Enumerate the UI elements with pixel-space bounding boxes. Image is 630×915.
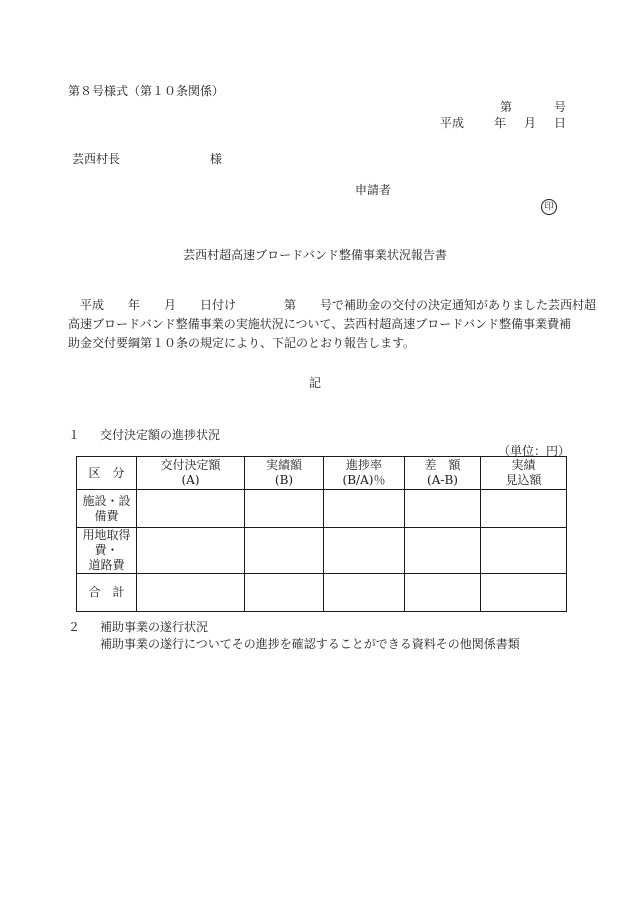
table-row xyxy=(77,528,567,574)
row-land-label: 用地取得費・ 道路費 xyxy=(77,528,137,574)
row-facilities-label: 施設・設備費 xyxy=(77,490,137,528)
table-cell[interactable] xyxy=(324,490,405,528)
number-suffix: 号 xyxy=(553,100,566,114)
addressee-name: 芸西村長 xyxy=(72,152,121,166)
section2-heading xyxy=(68,620,209,634)
section2-number: ２ xyxy=(68,620,81,634)
date-era: 平成 xyxy=(440,116,465,130)
table-cell[interactable] xyxy=(245,490,324,528)
body-line-2: 高速ブロードバンド整備事業の実施状況について、芸西村超高速ブロードバンド整備事業費補 xyxy=(68,317,572,331)
body-line-1: 平成 年 月 日付け 第 号で補助金の交付の決定通知がありました芸西村超 xyxy=(80,298,597,312)
header-expected-amount: 実績 見込額 xyxy=(481,457,567,490)
table-row xyxy=(77,490,567,528)
table-cell[interactable] xyxy=(481,528,567,574)
table-cell[interactable] xyxy=(137,574,245,612)
seal-mark: 印 xyxy=(541,199,557,215)
section2-title: 補助事業の遂行状況 xyxy=(100,620,209,634)
addressee xyxy=(72,152,223,166)
section1-number: １ xyxy=(68,428,81,442)
table-cell[interactable] xyxy=(405,528,481,574)
table-cell[interactable] xyxy=(324,528,405,574)
progress-table xyxy=(76,456,567,612)
table-cell[interactable] xyxy=(245,528,324,574)
header-category: 区 分 xyxy=(77,457,137,490)
form-number: 第８号様式（第１０条関係） xyxy=(68,84,225,98)
table-cell[interactable] xyxy=(324,574,405,612)
table-cell[interactable] xyxy=(481,490,567,528)
date-month: 月 xyxy=(524,116,537,130)
body-paragraph xyxy=(68,296,597,353)
table-cell[interactable] xyxy=(481,574,567,612)
header-decided-amount: 交付決定額 (A) xyxy=(137,457,245,490)
table-cell[interactable] xyxy=(137,490,245,528)
section1-heading xyxy=(68,428,221,442)
addressee-honorific: 様 xyxy=(210,152,223,166)
date-day: 日 xyxy=(553,116,566,130)
body-line-3: 助金交付要綱第１０条の規定により、下記のとおり報告します。 xyxy=(68,336,416,350)
table-cell[interactable] xyxy=(405,574,481,612)
section2-description: 補助事業の遂行についてその進捗を確認することができる資料その他関係書類 xyxy=(100,637,520,651)
section1-title: 交付決定額の進捗状況 xyxy=(100,428,221,442)
ki-heading: 記 xyxy=(308,376,321,390)
number-prefix: 第 xyxy=(500,100,513,114)
table-row xyxy=(77,574,567,612)
header-difference: 差 額 (A-B) xyxy=(405,457,481,490)
table-cell[interactable] xyxy=(137,528,245,574)
unit-label: （単位：円） xyxy=(498,444,571,458)
table-cell[interactable] xyxy=(245,574,324,612)
date-year: 年 xyxy=(494,116,507,130)
row-total-label: 合 計 xyxy=(77,574,137,612)
table-cell[interactable] xyxy=(405,490,481,528)
table-header-row xyxy=(77,457,567,490)
header-progress-rate: 進捗率 (B/A)％ xyxy=(324,457,405,490)
document-title: 芸西村超高速ブロードバンド整備事業状況報告書 xyxy=(183,248,447,262)
applicant-label: 申請者 xyxy=(355,183,392,197)
header-actual-amount: 実績額 (B) xyxy=(245,457,324,490)
